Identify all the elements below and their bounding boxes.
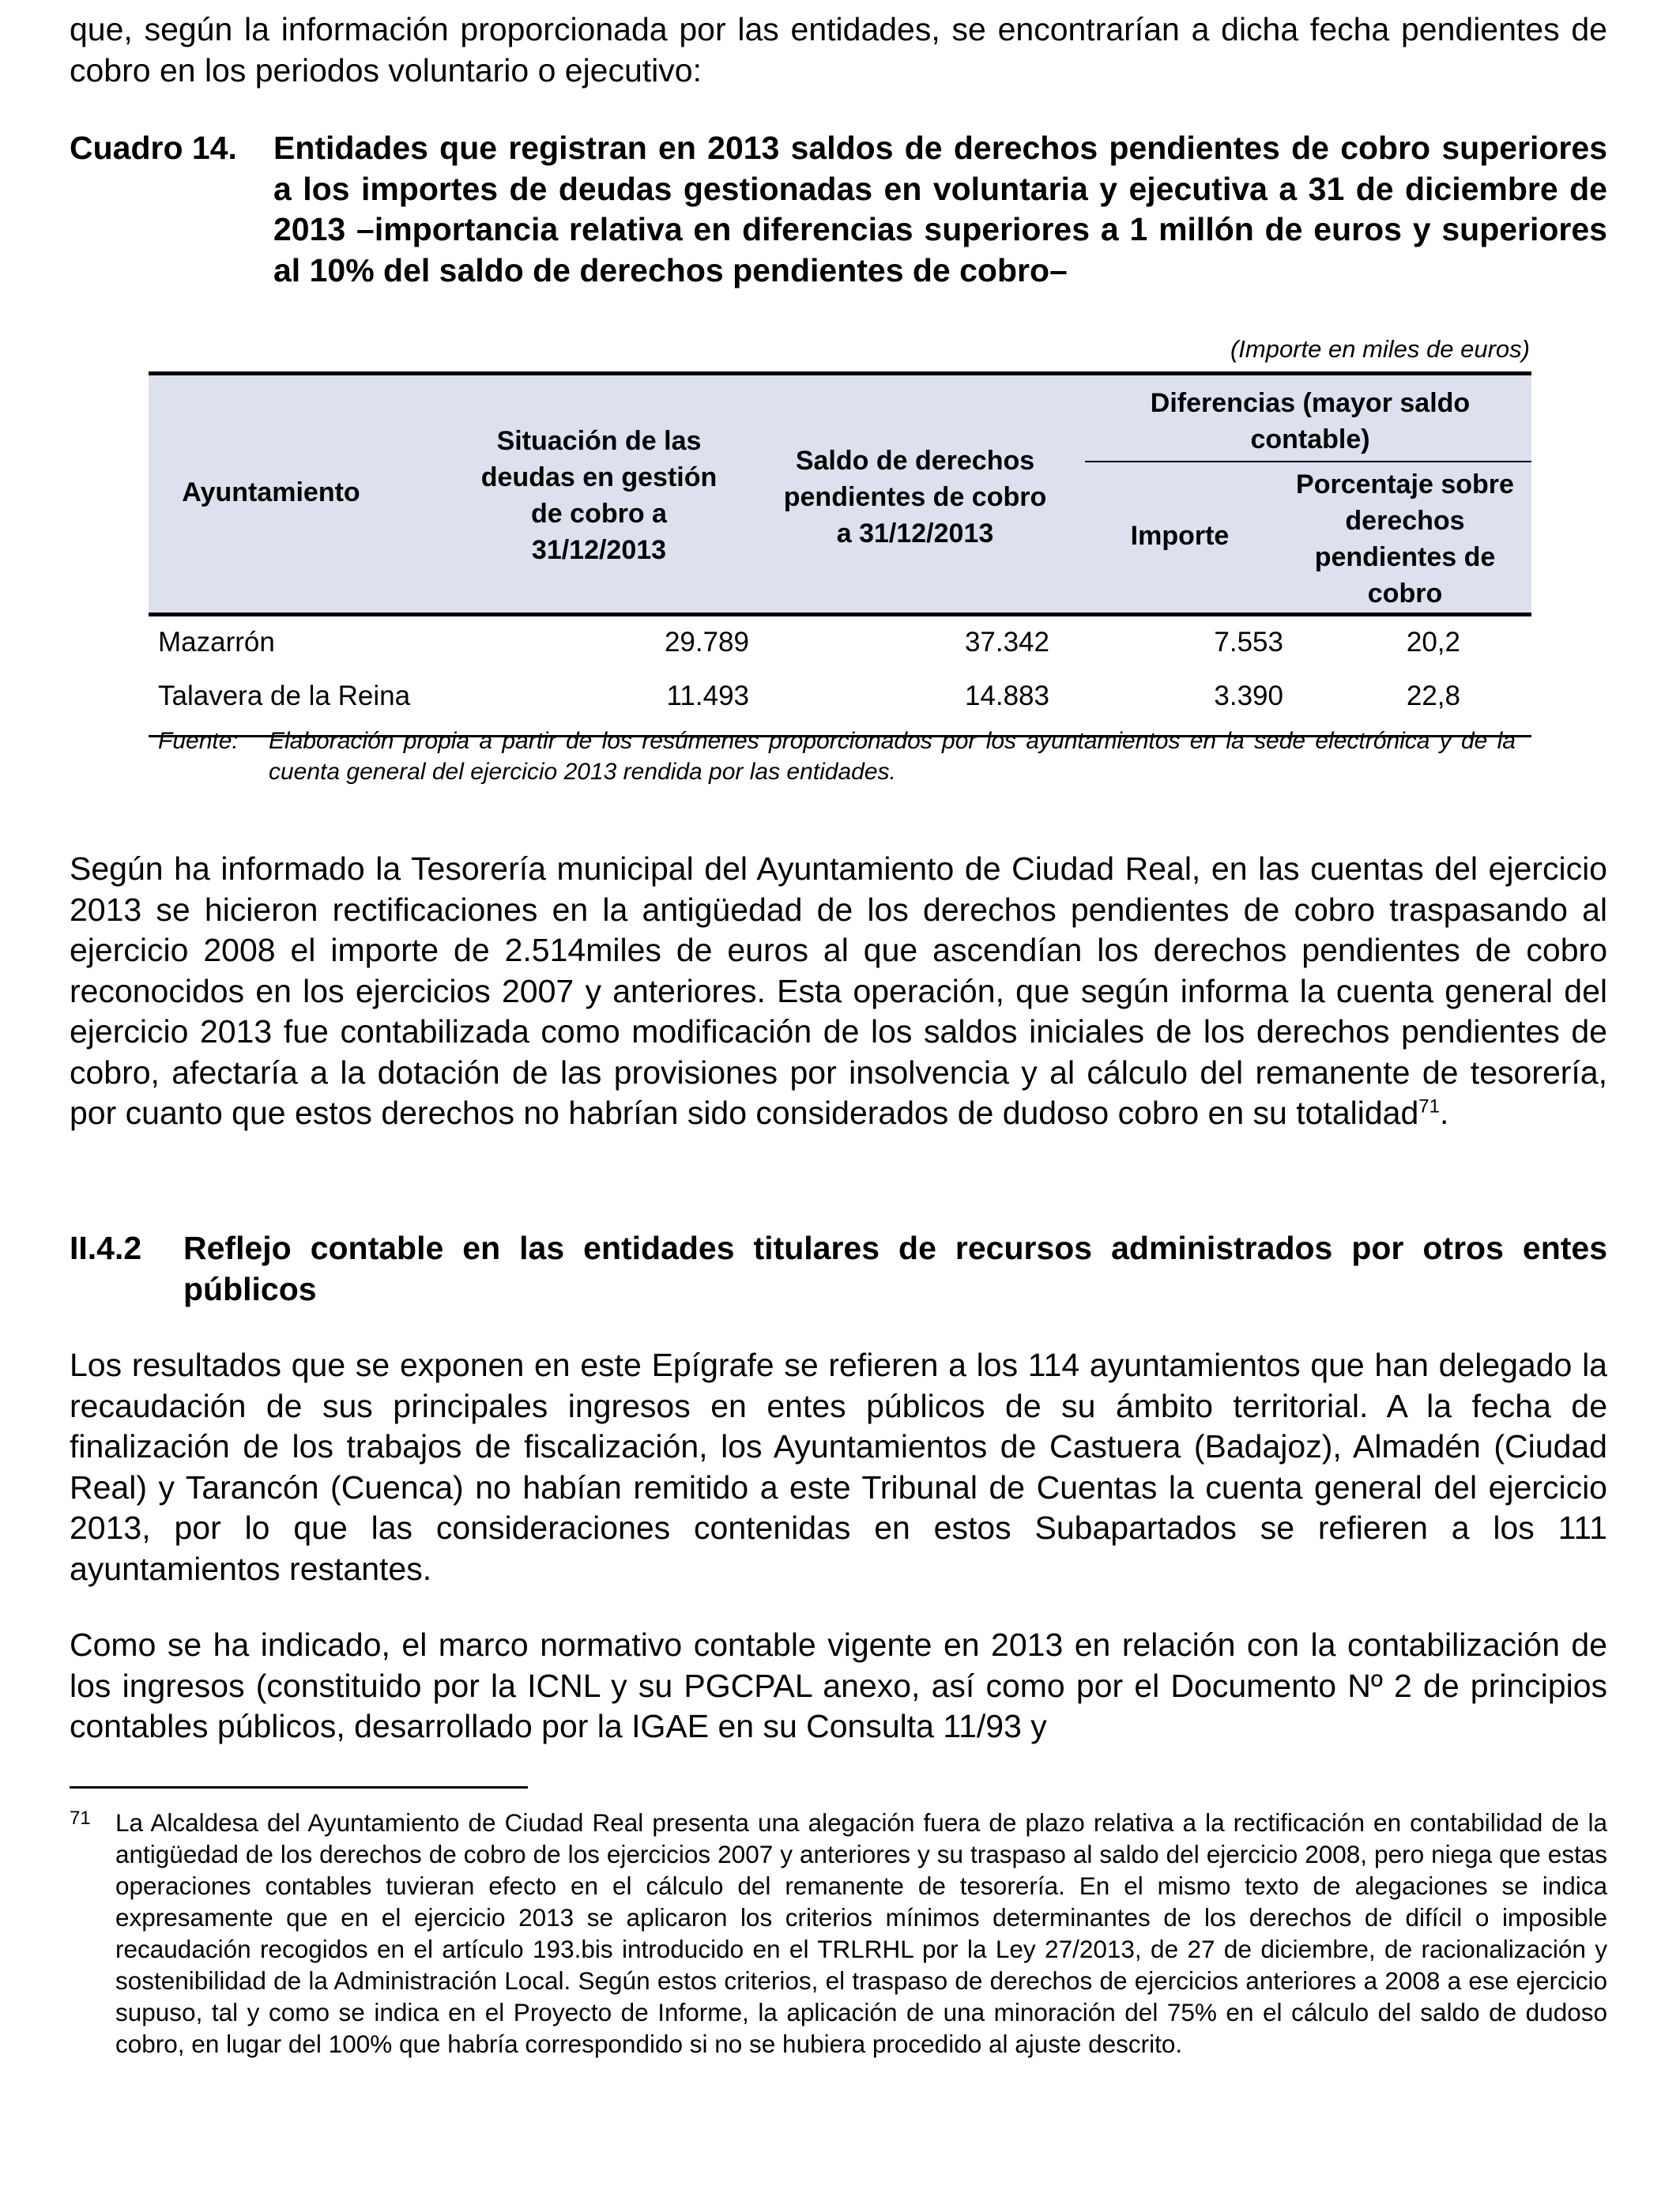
source-label: Fuente: — [158, 728, 239, 754]
header-diferencias: Diferencias (mayor saldo contable) — [1150, 388, 1471, 454]
intro-paragraph: que, según la información proporcionada por las entidades, se encontrarían a dicha fecha pendientes de cobro en los periodos voluntario o ejecutivo: — [70, 11, 1607, 89]
section-title: Reflejo contable en las entidades titulares de recursos administrados por otros entes públicos — [183, 1230, 1607, 1307]
header-saldo: Saldo de derechos pendientes de cobro a 31/12/2013 — [783, 446, 1047, 548]
table-header — [149, 371, 1531, 616]
cell-ayuntamiento: Talavera de la Reina — [158, 680, 411, 711]
cell-ayuntamiento: Mazarrón — [158, 627, 275, 658]
cell-importe: 3.390 — [1214, 680, 1283, 711]
paragraph-resultados: Los resultados que se exponen en este Epígrafe se refieren a los 114 ayuntamientos que han delegado la recaudación de sus principales ingresos en entes públicos de su ámbito territorial. A la fecha de finalización de los trabajos de fiscalización, los Ayuntamientos de Castuera (Badajoz), Almadén (Ciudad Real) y Tarancón (Cuenca) no habían remitido a este Tribunal de Cuentas la cuenta general del ejercicio 2013, por lo que las consideraciones contenidas en estos Subapartados se refieren a los 111 ayuntamientos restantes. — [70, 1347, 1607, 1587]
paragraph-ciudad-real — [70, 849, 1607, 1134]
section-number: II.4.2 — [70, 1230, 142, 1266]
header-situacion: Situación de las deudas en gestión de cobro a 31/12/2013 — [480, 426, 718, 565]
header-divider — [1085, 461, 1531, 462]
table-caption-number: Cuadro 14. — [70, 130, 237, 166]
header-importe: Importe — [1130, 521, 1230, 551]
cell-saldo: 37.342 — [964, 627, 1049, 658]
footnote-reference[interactable]: 71 — [1418, 1095, 1440, 1118]
cell-saldo: 14.883 — [964, 680, 1049, 711]
cell-importe: 7.553 — [1214, 627, 1283, 658]
footnote-text: La Alcaldesa del Ayuntamiento de Ciudad Real presenta una alegación fuera de plazo relativa a la rectificación en contabilidad de la antigüedad de los derechos de cobro de los ejercicios 2007 y anteriores y su traspaso al saldo del ejercicio 2008, pero niega que estas operaciones contables tuvieran efecto en el cálculo del remanente de tesorería. En el mismo texto de alegaciones se indica expresamente que en el ejercicio 2013 se aplicaron los criterios mínimos determinantes de los derechos de difícil o imposible recaudación recogidos en el artículo 193.bis introducido en el TRLRHL por la Ley 27/2013, de 27 de diciembre, de racionalización y sostenibilidad de la Administración Local. Según estos criterios, el traspaso de derechos de ejercicios anteriores a 2008 a ese ejercicio supuso, tal y como se indica en el Proyecto de Informe, la aplicación de una minoración del 75% en el cálculo del saldo de dudoso cobro, en lugar del 100% que habría correspondido si no se hubiera procedido al ajuste descrito. — [115, 1808, 1607, 2058]
table-body — [149, 616, 1531, 737]
header-porcentaje: Porcentaje sobre derechos pendientes de cobro — [1296, 469, 1514, 609]
unit-note: (Importe en miles de euros) — [1230, 335, 1530, 363]
data-table — [149, 371, 1531, 737]
cell-porcentaje: 20,2 — [1406, 627, 1460, 658]
source-text: Elaboración propia a partir de los resúmenes proporcionados por los ayuntamientos en la sede electrónica y de la cuenta general del ejercicio 2013 rendida por las entidades. — [269, 728, 1516, 785]
cell-porcentaje: 22,8 — [1406, 680, 1460, 711]
table-caption-title: Entidades que registran en 2013 saldos de derechos pendientes de cobro superiores a los importes de deudas gestionadas en voluntaria y ejecutiva a 31 de diciembre de 2013 –importancia relativa en diferencias superiores a 1 millón de euros y superiores al 10% del saldo de derechos pendientes de cobro– — [273, 130, 1607, 288]
cell-situacion: 11.493 — [666, 680, 749, 711]
paragraph-end-punctuation: . — [1439, 1095, 1449, 1131]
header-ayuntamiento: Ayuntamiento — [182, 477, 360, 507]
paragraph-marco: Como se ha indicado, el marco normativo contable vigente en 2013 en relación con la contabilización de los ingresos (constituido por la ICNL y su PGCPAL anexo, así como por el Documento Nº 2 de principios contables públicos, desarrollado por la IGAE en su Consulta 11/93 y — [70, 1627, 1607, 1744]
footnote-number: 71 — [70, 1808, 91, 1829]
cell-situacion: 29.789 — [664, 627, 749, 658]
paragraph-ciudad-real-text: Según ha informado la Tesorería municipal del Ayuntamiento de Ciudad Real, en las cuentas del ejercicio 2013 se hicieron rectificaciones en la antigüedad de los derechos pendientes de cobro traspasando al ejercicio 2008 el importe de 2.514miles de euros al que ascendían los derechos pendientes de cobro reconocidos en los ejercicios 2007 y anteriores. Esta operación, que según informa la cuenta general del ejercicio 2013 fue contabilizada como modificación de los saldos iniciales de los derechos pendientes de cobro, afectaría a la dotación de las provisiones por insolvencia y al cálculo del remanente de tesorería, por cuanto que estos derechos no habrían sido considerados de dudoso cobro en su totalidad — [70, 850, 1607, 1131]
footnote-divider — [70, 1786, 528, 1789]
